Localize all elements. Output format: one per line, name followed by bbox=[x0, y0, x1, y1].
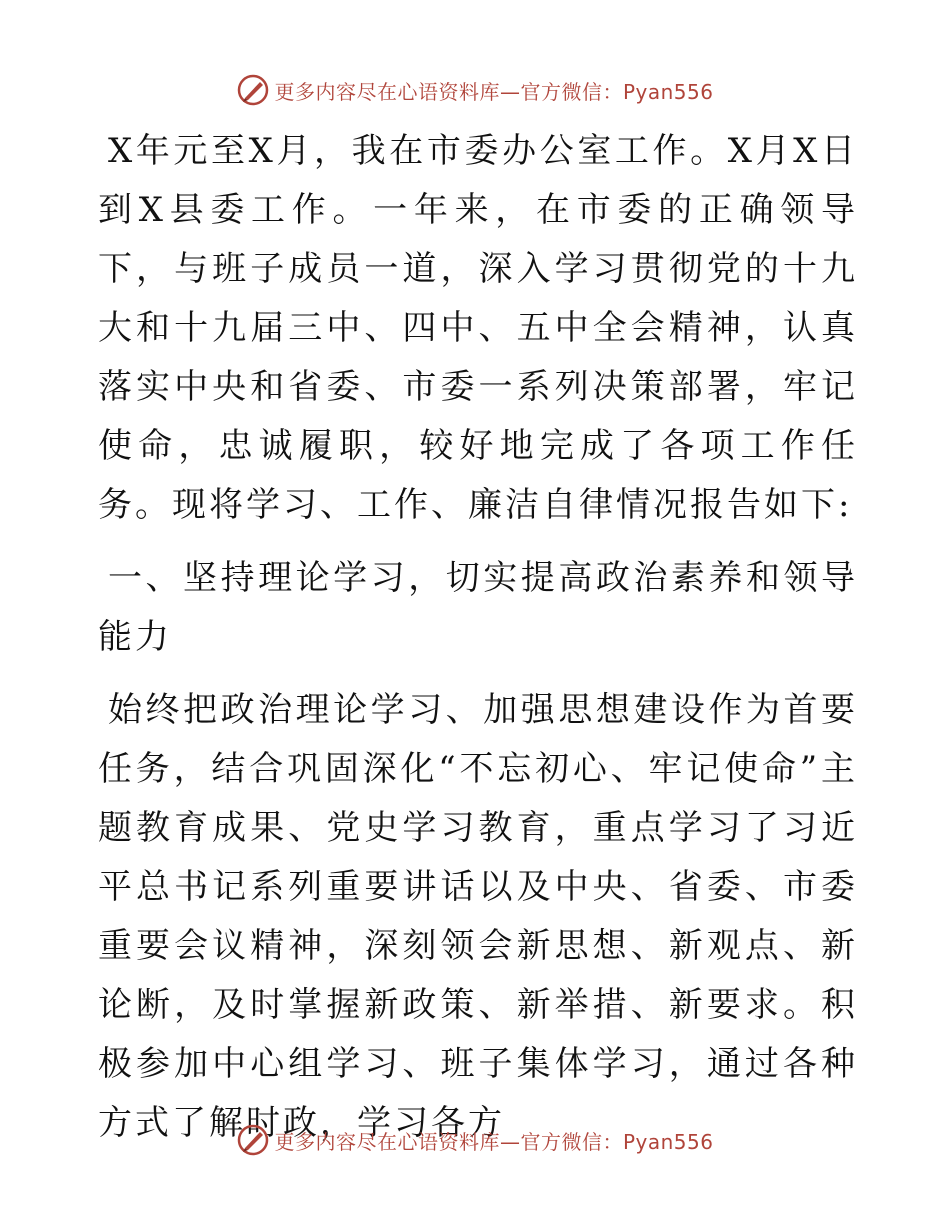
pen-logo-icon bbox=[236, 1123, 270, 1157]
footer-watermark bbox=[0, 1120, 950, 1160]
section-heading: 一、坚持理论学习，切实提高政治素养和领导能力 bbox=[98, 558, 858, 657]
body-paragraph: 始终把政治理论学习、加强思想建设作为首要任务，结合巩固深化“不忘初心、牢记使命”主题教育成果、党史学习教育，重点学习了习近平总书记系列重要讲话以及中央、省委、市委重要会议精神，深刻领会新思想、新观点、新论断，及时掌握新政策、新举措、新要求。积极参加中心组学习、班子集体学习，通过各种方式了解时政，学习各方 bbox=[98, 690, 858, 1143]
pen-logo-icon bbox=[236, 73, 270, 107]
intro-paragraph: X年元至X月，我在市委办公室工作。X月X日到X县委工作。一年来，在市委的正确领导下，与班子成员一道，深入学习贯彻党的十九大和十九届三中、四中、五中全会精神，认真落实中央和省委、市委一系列决策部署，牢记使命，忠诚履职，较好地完成了各项工作任务。现将学习、工作、廉洁自律情况报告如下: bbox=[98, 131, 858, 525]
header-watermark-text: 更多内容尽在心语资料库—官方微信：Pyan556 bbox=[274, 79, 714, 104]
document-body bbox=[98, 122, 858, 1153]
footer-watermark-text: 更多内容尽在心语资料库—官方微信：Pyan556 bbox=[274, 1129, 714, 1154]
header-watermark bbox=[0, 70, 950, 110]
